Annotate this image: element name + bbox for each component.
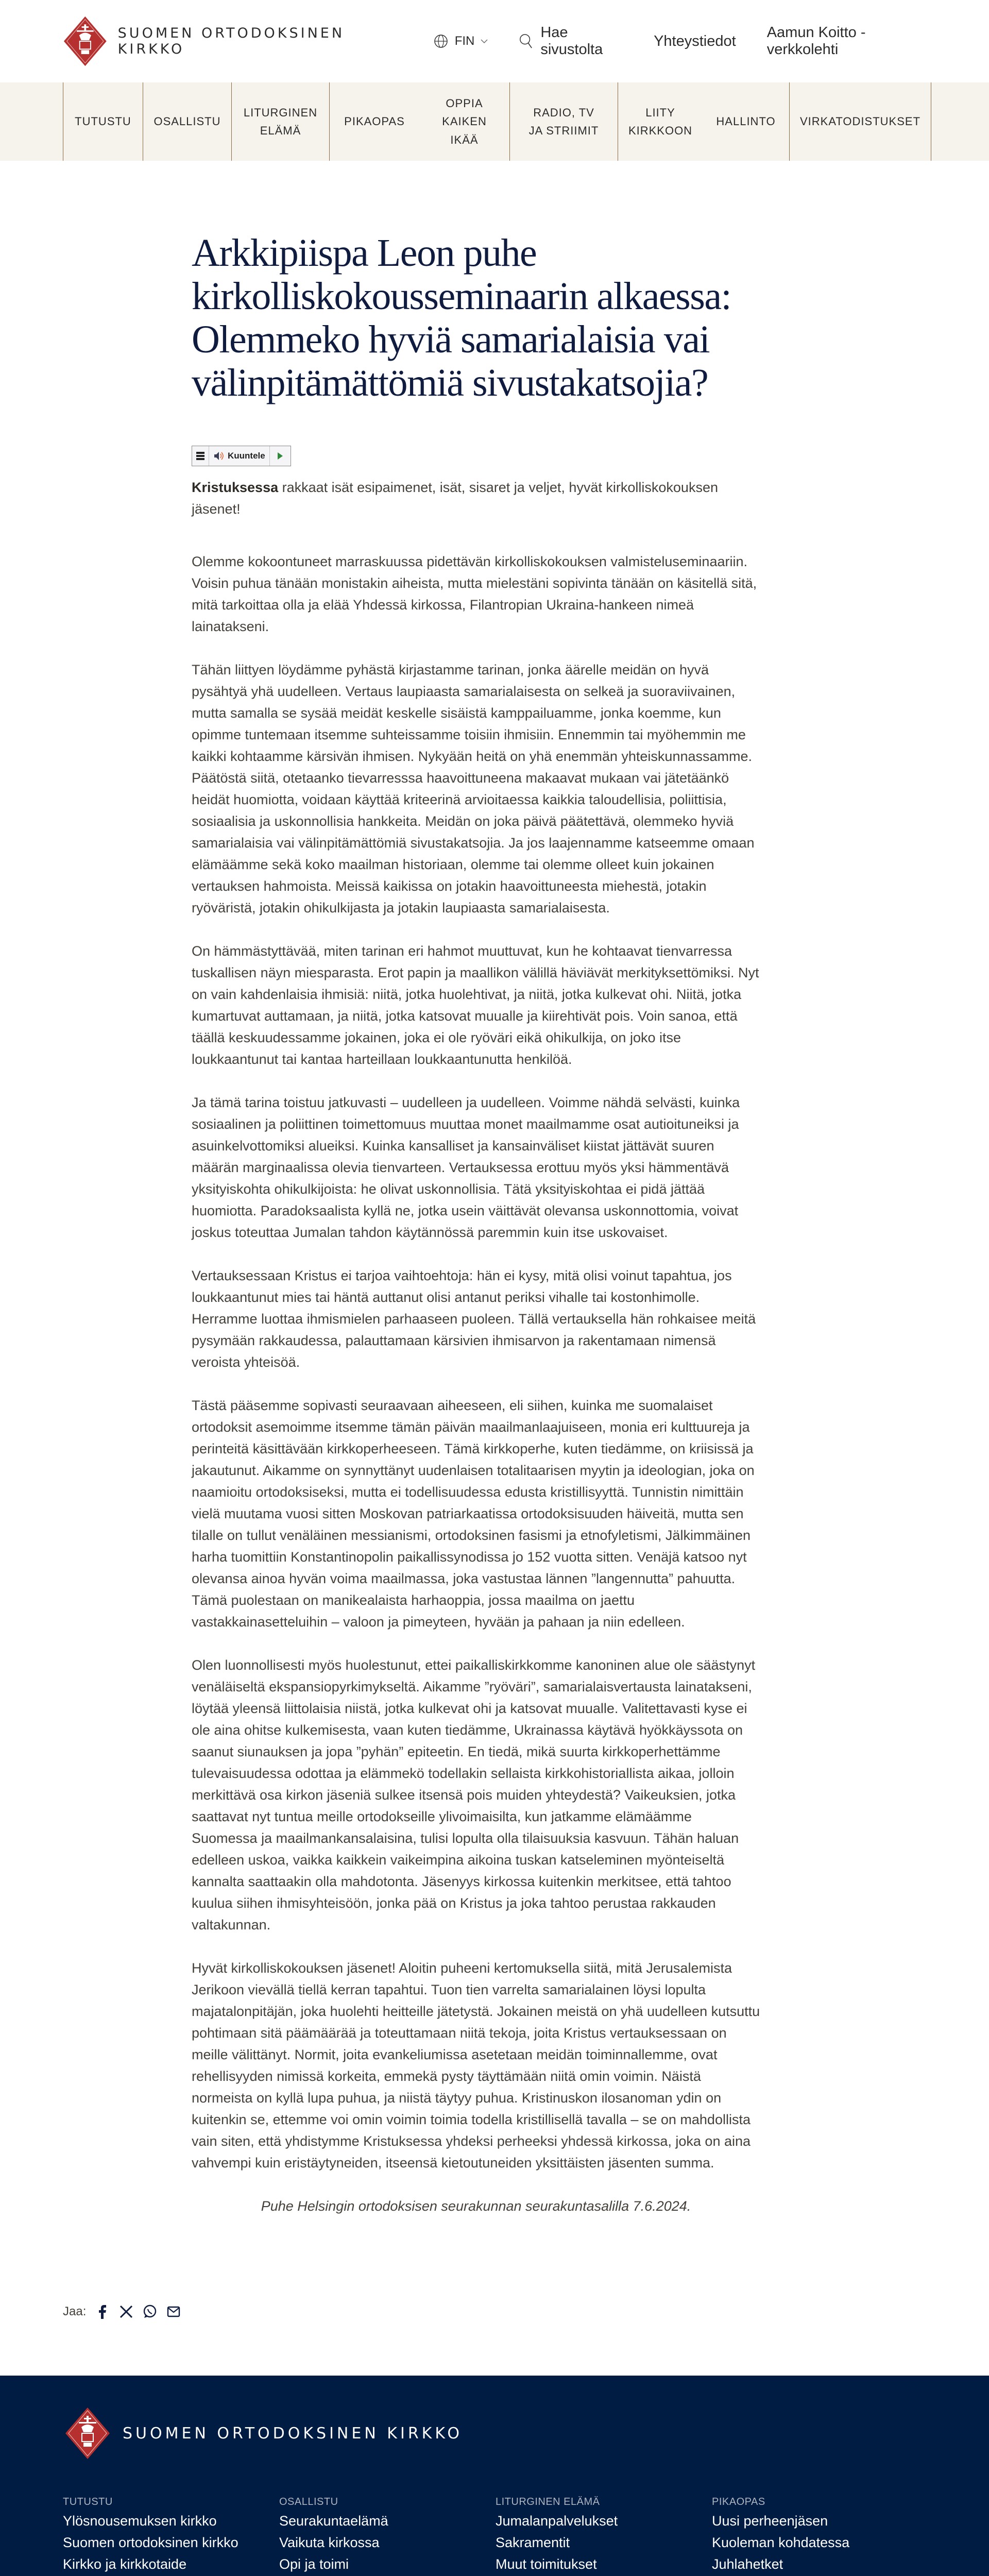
search-label: Hae sivustolta [540,24,603,58]
nav-item-virkatodistukset[interactable]: VIRKATODISTUKSET [789,82,931,161]
footer-column-liturginen-elama [496,2496,712,2576]
paragraph: Hyvät kirkolliskokouksen jäsenet! Aloitin puheeni kertomuksella siitä, mitä Jerusalemista Jerikoon vievällä tiellä kerran tapahtui. Tuon tien varrelta samarialainen löysi lopulta majatalonpitäjän, joka huolehti heitteille jätetystä. Jokainen meistä on yhä uudelleen kutsuttu pohtimaan sitä päämäärää ja toteuttamaan niitä tekoja, joita Kristus vertauksessaan on meille välittänyt. Normit, joita evankeliumissa asetetaan meidän toiminnallemme, ovat rehellisyyden nimissä korkeita, emmekä pysty täyttämään niitä omin voimin. Näistä normeista on kyllä lupa puhua, ja niistä täytyy puhua. Kristinuskon ilosanoman ydin on kuitenkin se, ettemme voi omin voimin toimia todella kristillisellä tavalla – se on mahdollista vain siten, että yhdistymme Kristuksessa yhdeksi perheeksi yhdessä kirkossa, joka on aina vahvempi kuin eristäytyneiden, itseensä kietoutuneiden yksittäisten jäsenten summa. [192,1960,760,2171]
nav-item-liity-kirkkoon[interactable]: LIITY KIRKKOON [618,82,703,161]
speaker-icon [213,451,225,461]
church-emblem-icon [63,2406,112,2460]
site-footer [0,2376,989,2576]
email-icon [166,2304,181,2319]
play-icon [277,452,283,460]
globe-icon [433,33,449,49]
search-icon [519,32,533,50]
paragraph: On hämmästyttävää, miten tarinan eri hahmot muuttuvat, kun he kohtaavat tienvarressa tuskallisen näyn miesparasta. Erot papin ja maallikon välillä häviävät merkityksettömiksi. Nyt on vain kahdenlaisia ihmisiä: niitä, jotka huolehtivat, ja niitä, jotka kulkevat ohi. Niitä, jotka kumartuvat auttamaan, ja niitä, jotka katsovat muualle ja kiirehtivät pois. Voin sanoa, että täällä keskuudessamme jokainen, joka ei ole ryöväri eikä ohikulkija, on joko itse loukkaantunut tai kantaa harteillaan loukkaantunutta henkilöä. [192,943,759,1067]
footer-column-tutustu [63,2496,279,2576]
search-link[interactable] [519,24,628,58]
nav-item-liturginen-elama[interactable]: LITURGINEN ELÄMÄ [231,82,329,161]
footer-link[interactable]: Juhlahetket [712,2556,783,2572]
church-emblem-icon [63,14,108,68]
footer-logo-link[interactable] [63,2406,926,2460]
nav-item-oppia-kaiken-ikaa[interactable]: OPPIA KAIKEN IKÄÄ [442,97,487,146]
share-x-button[interactable] [119,2304,133,2319]
footer-link[interactable]: Kuoleman kohdatessa [712,2535,850,2550]
site-name: SUOMEN ORTODOKSINEN KIRKKO [117,25,345,57]
share-facebook-button[interactable] [95,2304,110,2319]
footer-column-pikaopas [712,2496,928,2576]
footer-column-heading: TUTUSTU [63,2496,113,2507]
listen-button[interactable] [209,446,270,466]
magazine-link[interactable]: Aamun Koitto -verkkolehti [766,24,866,58]
footer-column-heading: LITURGINEN ELÄMÄ [496,2496,600,2507]
footer-link[interactable]: Vaikuta kirkossa [279,2535,380,2550]
footer-column-osallistu [279,2496,496,2576]
share-whatsapp-button[interactable] [143,2304,157,2319]
listen-menu-button[interactable] [192,446,209,466]
footer-link[interactable]: Kirkko ja kirkkotaide [63,2556,187,2572]
footer-column-heading: PIKAOPAS [712,2496,765,2507]
site-logo-link[interactable] [63,14,407,68]
article [192,161,760,2217]
nav-item-pikaopas[interactable]: PIKAOPAS [329,82,419,161]
paragraph: Vertauksessaan Kristus ei tarjoa vaihtoehtoja: hän ei kysy, mitä olisi voinut tapahtua, jos loukkaantunut mies tai häntä auttanut olisi antanut periksi vihalle tai kostonhimolle. Herramme luottaa ihmismielen parhaaseen puoleen. Tällä vertauksella hän rohkaisee meitä pysymään rakkaudessa, palauttamaan kärsivien ihmisarvon ja rakentamaan nimensä veroista yhteisöä. [192,1268,756,1370]
share-email-button[interactable] [166,2304,181,2319]
facebook-icon [95,2304,110,2319]
footer-link[interactable]: Ylösnousemuksen kirkko [63,2513,217,2529]
share-label: Jaa: [63,2304,87,2318]
article-body [192,477,760,2217]
paragraph: Tähän liittyen löydämme pyhästä kirjastamme tarinan, jonka äärelle meidän on hyvä pysähtyä yhä uudelleen. Vertaus laupiaasta samarialaisesta on selkeä ja suoraviivainen, mutta samalla se sysää meidät keskelle sisäistä kamppailuamme, jonka koemme, kun opimme tuntemaan itsemme suhteissamme toisiin ihmisiin. Ennemmin tai myöhemmin me kaikki kohtaamme kärsivän ihmisen. Nykyään heitä on yhä enemmän yhteiskunnassamme. Päätöstä siitä, otetaanko tievarresssa haavoittuneena makaavat mukaan vai jätetäänkö heidät huomiotta, voidaan käyttää kriteerinä arvioitaessa kaikkia taloudellisia, poliittisia, sosiaalisia ja uskonnollisia hankkeita. Meidän on joka päivä päätettävä, olemmeko hyviä samarialaisia vai välinpitämättömiä sivustakatsojia. Ja jos laajennamme katseemme omaan elämäämme sekä koko maailman historiaan, olemme tai olemme olleet kuin jokainen vertauksen hahmoista. Meissä kaikissa on jotakin haavoittuneesta miehestä, jotakin ryöväristä, jotakin ohikulkijasta ja jotakin laupiaasta samarialaisesta. [192,662,755,916]
site-header [0,0,989,82]
footer-link[interactable]: Opi ja toimi [279,2556,349,2572]
listen-widget [192,446,291,466]
footer-column-heading: OSALLISTU [279,2496,338,2507]
play-button[interactable] [270,446,291,466]
paragraph: Ja tämä tarina toistuu jatkuvasti – uudelleen ja uudelleen. Voimme nähdä selvästi, kuinka sosiaalinen ja poliittinen toimettomuus muuttaa monet maailmamme osat autioituneiksi ja asuinkelvottomiksi alueiksi. Kuinka kansalliset ja kansainväliset kiistat jättävät suuren määrän marginaalissa olevia tienvarteen. Vertauksessa erottuu myös yksi hämmentävä yksityiskohta ohikulkijoista: he olivat uskonnollisia. Tätä yksityiskohtaa ei pidä jättää huomiotta. Paradoksaalista kyllä ne, jotka usein väittävät olevansa uskonnottomia, voivat joskus toteuttaa Jumalan tahdon käytännössä paremmin kuin itse uskovaiset. [192,1095,740,1240]
page-title: Arkkipiispa Leon puhe kirkolliskokousseminaarin alkaessa: Olemmeko hyviä samarialaisia vai välinpitämättömiä sivustakatsojia? [192,231,731,404]
footer-link-columns [63,2496,926,2576]
nav-item-radio-tv[interactable]: RADIO, TV JA STRIIMIT [509,82,618,161]
contact-link[interactable]: Yhteystiedot [654,32,736,49]
chevron-down-icon [481,39,488,44]
footer-link[interactable]: Uusi perheenjäsen [712,2513,828,2529]
intro-paragraph [192,477,760,520]
paragraph: Olen luonnollisesti myös huolestunut, ettei paikalliskirkkomme kanoninen alue ole säästynyt venäläiseltä ekspansiopyrkimykseltä. Aikamme ”ryöväri”, samarialaisvertausta lainatakseni, löytää yleensä liittolaisia niistä, jotka kulkevat ohi ja katsovat muualle. Valitettavasti kyse ei ole aina ohitse kulkemisesta, vaan kuten tiedämme, Ukrainassa käytävä hyökkäyssota on saanut siunauksen ja jopa ”pyhän” epiteetin. En tiedä, mikä suurta kirkkoperhettämme tulevaisuudessa odottaa ja elämmekö todellakin sellaista kirkkohistoriallista aikaa, jolloin merkittävä osa kirkon jäseniä sulkee itsensä pois muiden yhteydestä? Vaikeuksien, jotka saattavat nyt tuntua meille ortodokseille ylivoimaisilta, kun jatkamme elämäämme Suomessa ja maailmankansalaisina, tulisi lopulta olla tilaisuuksia kasvuun. Tähän haluan edelleen uskoa, vaikka kaikkein vaikeimpina aikoina tuskan katseleminen myönteiseltä kannalta saattaakin olla mahdotonta. Jäsenyys kirkossa kuitenkin merkitsee, että tahtoo kuulua siihen ihmisyhteisöön, jonka pää on Kristus ja joka tahtoo perustaa rakkauden valtakunnan. [192,1657,756,1933]
footer-link[interactable]: Suomen ortodoksinen kirkko [63,2535,238,2550]
main-navigation [0,82,989,161]
nav-item-osallistu[interactable]: OSALLISTU [143,82,231,161]
paragraph: Olemme kokoontuneet marraskuussa pidettävän kirkolliskokouksen valmisteluseminaariin. Voisin puhua tänään monistakin aiheista, mutta mielestäni sopivinta tänään on käsitellä sitä, mitä tarkoittaa olla ja elää Yhdessä kirkossa, Filantropian Ukraina-hankeen nimeä lainatakseni. [192,554,757,634]
paragraph: Tästä pääsemme sopivasti seuraavaan aiheeseen, eli siihen, kuinka me suomalaiset ortodoksit asemoimme itsemme tämän päivän maailmanlaajuiseen, monia eri kulttuureja ja perinteitä käsittävään kirkkoperheeseen. Tämä kirkkoperhe, kuten tiedämme, on kriisissä ja jakautunut. Aikamme on synnyttänyt uudenlaisen totalitaarisen myytin ja ideologian, joka on naamioitu ortodoksiseksi, mutta ei todellisuudessa edusta kristillisyyttä. Tunnistin nimittäin vielä muutama vuosi sitten Moskovan patriarkaatissa ortodoksisuuden häiveitä, mutta sen tilalle on tullut venäläinen messianismi, ortodoksinen fasismi ja etnofyletismi, Jälkimmäinen harha tuomittiin Konstantinopolin paikallissynodissa jo 152 vuotta sitten. Venäjä katsoo nyt olevansa ainoa hyvän voima maailmassa, joka vastustaa lännen ”langennutta” pahuutta. Tämä puolestaan on manikealaista harhaoppia, jossa maailma on jaettu vastakkainasetteluihin – valoon ja pimeyteen, hyvään ja pahaan ja niin edelleen. [192,1398,755,1630]
language-value: FIN [454,34,475,48]
nav-item-hallinto[interactable]: HALLINTO [716,115,776,128]
x-icon [119,2304,133,2319]
footer-link[interactable]: Sakramentit [496,2535,570,2550]
listen-label: Kuuntele [228,451,265,461]
nav-item-tutustu[interactable]: TUTUSTU [63,82,143,161]
footer-site-name: SUOMEN ORTODOKSINEN KIRKKO [123,2424,463,2443]
footer-link[interactable]: Jumalanpalvelukset [496,2513,618,2529]
intro-text: rakkaat isät esipaimenet, isät, sisaret ja veljet, hyvät kirkolliskokouksen jäsenet! [192,480,718,517]
footer-link[interactable]: Muut toimitukset [496,2556,597,2572]
menu-icon [196,451,204,461]
signoff: Puhe Helsingin ortodoksisen seurakunnan seurakuntasalilla 7.6.2024. [261,2198,691,2214]
share-bar [0,2304,989,2319]
language-selector[interactable] [433,33,488,49]
whatsapp-icon [143,2304,157,2319]
footer-link[interactable]: Seurakuntaelämä [279,2513,388,2529]
intro-bold: Kristuksessa [192,480,279,495]
